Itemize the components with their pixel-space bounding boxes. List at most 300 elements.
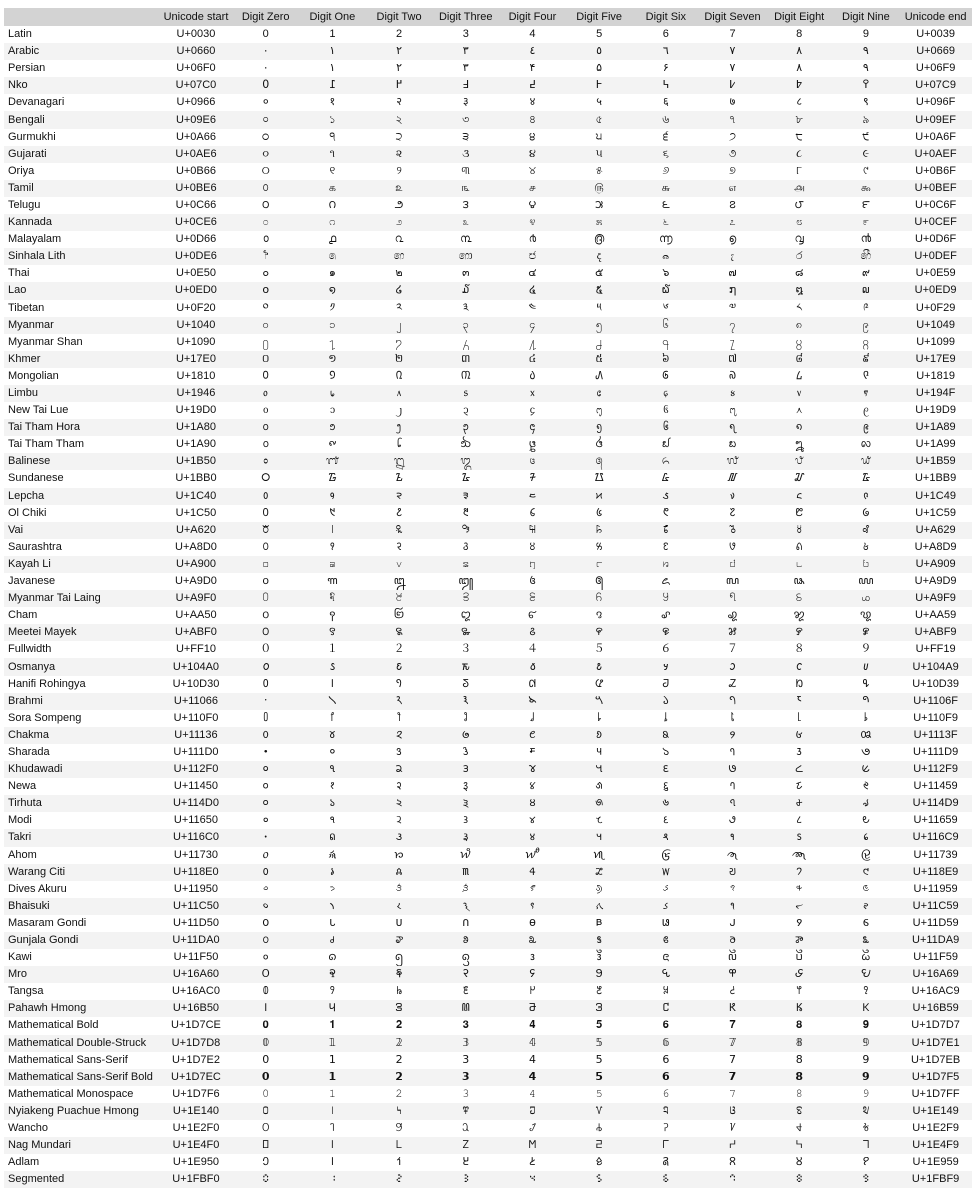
digit-cell: 𞋵 (595, 1122, 603, 1135)
table-row (4, 727, 972, 744)
digit-cell: ᮰ (261, 472, 271, 485)
digit-cell: 𐴸 (795, 677, 804, 690)
digit-cell: 𝟜 (499, 1035, 566, 1052)
digit-cell: ꯵ (566, 624, 633, 641)
unicode-start-cell: U+104A0 (160, 658, 233, 675)
unicode-end-cell: U+0C6F (914, 198, 957, 211)
digit-cell: 𑥒 (393, 882, 405, 895)
digit-cell: ൧ (328, 233, 337, 246)
digit-cell: ꩗ (727, 609, 738, 622)
digit-cell: ๘ (794, 267, 804, 280)
digit-cell: 𑵓 (462, 916, 470, 929)
unicode-end-cell: U+1C59 (915, 506, 956, 519)
digit-cell: 3 (462, 28, 469, 41)
unicode-start-cell: U+11DA0 (160, 932, 233, 949)
table-row (4, 1137, 972, 1154)
digit-cell: 𝟕 (729, 1019, 736, 1032)
digit-cell: ౪ (528, 198, 537, 211)
digit-cell: 𝟙 (299, 1035, 366, 1052)
unicode-start-cell: U+AA50 (175, 609, 217, 622)
digit-cell: ८ (796, 96, 803, 109)
digit-cell: ၈ (766, 317, 833, 334)
digit-cell: ꘩ (833, 522, 900, 539)
script-name-cell: Myanmar Tai Laing (4, 590, 160, 607)
script-name-cell: Lepcha (4, 488, 160, 505)
digit-cell: ᪐ (262, 438, 270, 451)
unicode-start-cell: U+0E50 (175, 267, 216, 280)
table-row (4, 419, 972, 436)
digit-cell: 𝟴 (766, 1069, 833, 1086)
script-name-cell: Nag Mundari (4, 1137, 160, 1154)
digit-cell: 𞓸 (766, 1137, 833, 1154)
digit-cell: ६ (662, 96, 669, 109)
digit-cell: 𝟫 (862, 1053, 870, 1066)
digit-cell: ႔ (528, 335, 537, 348)
digit-cell: 𑛅 (566, 829, 633, 846)
digit-cell: ໙ (833, 282, 900, 299)
unicode-end-cell: U+11959 (913, 882, 958, 895)
digit-cell: ၀ (232, 317, 299, 334)
digit-cell: ୬ (662, 164, 670, 177)
unicode-end-cell: U+1113F (899, 727, 972, 744)
digit-cell: 𑶩 (833, 932, 900, 949)
digit-cell: 𑱒 (366, 898, 433, 915)
unicode-start-cell: U+17E0 (160, 351, 233, 368)
digit-cell: ꘨ (766, 522, 833, 539)
script-name-cell: Gurmukhi (8, 130, 56, 143)
digit-cell: ꩘ (793, 609, 805, 622)
unicode-end-cell: U+0D6F (914, 233, 957, 246)
digit-cell: ୦ (261, 164, 270, 177)
unicode-start-cell: U+1C40 (160, 488, 233, 505)
digit-cell: 𑵗 (729, 916, 736, 929)
unicode-end-cell: U+07C9 (899, 77, 972, 94)
digit-cell: ４ (526, 643, 538, 656)
script-name-cell: Limbu (4, 385, 160, 402)
table-row (4, 368, 972, 385)
digit-cell: ꣙ (863, 540, 869, 553)
digit-cell: 𞋷 (729, 1122, 736, 1135)
unicode-end-cell: U+104A9 (899, 658, 972, 675)
digit-cell: ๙ (861, 267, 870, 280)
unicode-end-cell: U+1B59 (899, 453, 972, 470)
digit-cell: ൬ (659, 233, 673, 246)
digit-cell: 𖫇 (729, 985, 736, 998)
digit-cell: 𑃷 (730, 711, 735, 724)
script-name-cell: Segmented (4, 1171, 160, 1188)
digit-cell: ᥆ (232, 385, 299, 402)
table-row (4, 282, 972, 299)
script-name-cell: Tai Tham Hora (4, 419, 160, 436)
script-name-cell: Mathematical Double-Struck (4, 1035, 160, 1052)
digit-cell: 𑱓 (432, 898, 499, 915)
script-name-cell: Oriya (8, 164, 35, 177)
digit-cell: ൩ (460, 233, 472, 246)
column-header: Unicode start (160, 8, 233, 26)
script-name-cell: Tangsa (8, 985, 44, 998)
unicode-end-cell: U+112F9 (899, 761, 972, 778)
script-name-cell: Nko (4, 77, 160, 94)
digit-cell: 𖭒 (366, 1000, 433, 1017)
script-name-cell: Tirhuta (4, 795, 160, 812)
digit-cell: 𖭑 (299, 1000, 366, 1017)
digit-cell: 𞥖 (662, 1156, 670, 1169)
digit-cell: ៥ (566, 351, 633, 368)
digit-cell: ᥌ (632, 385, 699, 402)
script-name-cell: Newa (8, 780, 37, 793)
digit-cell: ৮ (766, 111, 833, 128)
digit-cell: ๔ (528, 267, 537, 280)
digit-cell: 𑶠 (232, 932, 299, 949)
digit-cell: 𑁯 (833, 693, 900, 710)
digit-cell: ꣐ (262, 540, 269, 553)
digit-cell: 𑵕 (595, 916, 603, 929)
digit-cell: 𑣨 (766, 864, 833, 881)
table-row (4, 111, 972, 128)
script-name-cell: Sinhala Lith (4, 248, 160, 265)
digit-cell: 𑁦 (232, 693, 299, 710)
digit-cell: 𞅇 (699, 1103, 766, 1120)
digit-cell: 𑇒 (396, 745, 402, 758)
digit-cell: 𑙑 (329, 814, 336, 827)
unicode-start-cell: U+0966 (176, 96, 216, 109)
digit-cell: 𑄺 (499, 727, 566, 744)
digit-cell: ᱀ (232, 488, 299, 505)
unicode-end-cell: U+A629 (899, 522, 972, 539)
unicode-end-cell: U+09EF (899, 111, 972, 128)
digit-cell: ꯲ (366, 624, 433, 641)
digit-cell: ٠ (232, 43, 299, 60)
script-name-cell: Pahawh Hmong (4, 1000, 160, 1017)
digit-cell: 𑣠 (232, 864, 299, 881)
digit-cell: 𞥘 (795, 1156, 803, 1169)
digit-cell: ௪ (499, 180, 566, 197)
digit-cell: ൨ (394, 233, 404, 246)
digit-cell: ೬ (632, 214, 699, 231)
table-row (4, 60, 972, 77)
table-row (4, 949, 972, 966)
unicode-end-cell: U+0DEF (899, 248, 972, 265)
digit-cell: ༥ (596, 301, 602, 314)
unicode-end-cell: U+FF19 (915, 643, 956, 656)
digit-cell: 𑃸 (797, 711, 802, 724)
digit-cell: 𑽒 (394, 951, 404, 964)
unicode-start-cell: U+114D0 (160, 795, 233, 812)
digit-cell: ꩕ (595, 609, 603, 622)
digit-cell: 𖩨 (766, 966, 833, 983)
unicode-end-cell: U+1D7EB (910, 1053, 961, 1066)
digit-cell: ౮ (794, 198, 804, 211)
unicode-end-cell: U+1D7D7 (911, 1019, 960, 1032)
digit-cell: 𑛁 (299, 829, 366, 846)
digit-cell: 𝟔 (662, 1019, 669, 1032)
digit-cell: ۶ (662, 62, 669, 75)
digit-cell: 𑑖 (663, 780, 669, 793)
unicode-start-cell: U+1946 (160, 385, 233, 402)
digit-cell: ১ (299, 111, 366, 128)
digit-cell: ९ (863, 96, 869, 109)
unicode-end-cell: U+A909 (899, 556, 972, 573)
table-row (4, 898, 972, 915)
digit-cell: 𐴰 (262, 677, 269, 690)
digit-cell: ႒ (395, 335, 403, 348)
digit-cell: 𑑙 (863, 780, 869, 793)
script-name-cell: Tibetan (8, 301, 45, 314)
digit-cell: ᮴ (529, 472, 536, 485)
table-row (4, 1035, 972, 1052)
digit-cell: ꤉ (833, 556, 900, 573)
unicode-end-cell: U+1D7FF (911, 1087, 960, 1100)
digit-cell: ৬ (632, 111, 699, 128)
digit-cell: 𞥑 (330, 1156, 335, 1169)
digit-cell: ߇ (699, 77, 766, 94)
digit-cell: 𖭓 (432, 1000, 499, 1017)
digit-cell: ꣘ (795, 540, 803, 553)
unicode-start-cell: U+16AC0 (171, 985, 220, 998)
table-row (4, 43, 972, 60)
digit-cell: ༦ (662, 301, 669, 314)
digit-cell: 𝟪 (795, 1053, 803, 1066)
digit-cell: ᠕ (595, 369, 604, 382)
digit-cell: 𐴶 (662, 677, 670, 690)
unicode-start-cell: U+1810 (176, 369, 216, 382)
digit-cell: ᭑ (299, 453, 366, 470)
digit-cell: ᭕ (566, 453, 633, 470)
digit-cell: ୨ (396, 164, 402, 177)
digit-cell: 𑋰 (232, 761, 299, 778)
digit-cell: 𖫃 (462, 985, 469, 998)
digit-cell: 𑣤 (499, 864, 566, 881)
digit-cell: ꧷ (699, 590, 766, 607)
unicode-end-cell: U+0A6F (915, 130, 956, 143)
unicode-start-cell: U+11C50 (160, 898, 233, 915)
digit-cell: ꣗ (729, 540, 736, 553)
digit-cell: 𞥐 (262, 1156, 270, 1169)
digit-cell: ४ (529, 96, 536, 109)
digit-cell: 𑛄 (499, 829, 566, 846)
digit-cell: ꧑ (327, 575, 338, 588)
digit-cell: 𑙘 (796, 814, 802, 827)
digit-cell: 𑋴 (499, 761, 566, 778)
digit-cell: 𝟭 (299, 1069, 366, 1086)
digit-cell: 𞓲 (366, 1137, 433, 1154)
digit-cell: ٢ (366, 43, 433, 60)
digit-cell: 𝟑 (462, 1019, 469, 1032)
digit-cell: ꩔ (527, 609, 538, 622)
digit-cell: ૪ (499, 146, 566, 163)
digit-cell: ၇ (699, 317, 766, 334)
digit-cell: ߄ (499, 77, 566, 94)
digit-cell: 𝟻 (595, 1087, 603, 1100)
table-row (4, 402, 972, 419)
digit-cell: ٣ (432, 43, 499, 60)
digit-cell: 𝟲 (632, 1069, 699, 1086)
digit-cell: ૬ (632, 146, 699, 163)
digit-cell: ໗ (699, 282, 766, 299)
digit-cell: ၅ (566, 317, 633, 334)
digit-cell: ३ (462, 96, 469, 109)
digit-cell: 𝟎 (262, 1019, 269, 1032)
digit-cell: ౧ (328, 198, 337, 211)
digit-cell: ໖ (632, 282, 699, 299)
digit-cell: ૧ (299, 146, 366, 163)
unicode-start-cell: U+118E0 (160, 864, 233, 881)
unicode-end-cell: U+11739 (913, 848, 958, 861)
digit-cell: 𑙔 (529, 814, 536, 827)
digit-cell: 𑱘 (766, 898, 833, 915)
digit-cell: 𑽕 (596, 951, 602, 964)
digit-cell: 𖩡 (299, 966, 366, 983)
table-row (4, 334, 972, 351)
digit-cell: ༤ (528, 301, 537, 314)
digit-cell: ၉ (833, 317, 900, 334)
unicode-end-cell: U+A8D9 (914, 540, 957, 553)
digit-cell: ꧙ (858, 575, 874, 588)
unicode-end-cell: U+06F9 (915, 62, 956, 75)
digit-cell: ᱒ (396, 506, 402, 519)
digit-cell: ꯰ (232, 624, 299, 641)
table-row (4, 300, 972, 317)
digit-cell: 𑃲 (397, 711, 402, 724)
digit-cell: ᪒ (396, 438, 402, 451)
digit-cell: ෦ (232, 248, 299, 265)
digit-cell: ୧ (329, 164, 336, 177)
digit-cell: 𖫀 (262, 985, 269, 998)
script-name-cell: Malayalam (8, 233, 62, 246)
digit-cell: ៤ (499, 351, 566, 368)
digit-cell: ꘤ (499, 522, 566, 539)
digit-cell: 𞋹 (862, 1122, 870, 1135)
digit-cell: ᮶ (662, 472, 670, 485)
unicode-start-cell: U+ABF0 (160, 624, 233, 641)
unicode-end-cell: U+16B59 (899, 1000, 972, 1017)
unicode-start-cell: U+1D7D8 (160, 1035, 233, 1052)
unicode-start-cell: U+11450 (173, 780, 219, 793)
table-row (4, 1000, 972, 1017)
digit-cell: ৯ (833, 111, 900, 128)
digit-cell: ൮ (794, 233, 804, 246)
digit-cell: ៣ (432, 351, 499, 368)
unicode-end-cell: U+0039 (916, 28, 956, 41)
digit-cell: 𝟨 (662, 1053, 670, 1066)
digit-cell: ๐ (262, 267, 270, 280)
digit-cell: 𑓕 (566, 795, 633, 812)
digit-cell: 𖩩 (833, 966, 900, 983)
script-name-cell: Bengali (4, 111, 160, 128)
digit-cell: 𑛆 (632, 829, 699, 846)
table-row (4, 231, 972, 248)
digit-cell: ౬ (661, 198, 670, 211)
table-row (4, 710, 972, 727)
digit-cell: 𑋶 (632, 761, 699, 778)
digit-cell: 𑇘 (796, 745, 802, 758)
digit-cell: 𑶥 (566, 932, 633, 949)
unicode-start-cell: U+1040 (160, 317, 233, 334)
digit-cell: ᱐ (262, 506, 269, 519)
table-row (4, 1086, 972, 1103)
digit-cell: ꘧ (699, 522, 766, 539)
script-name-cell: Kayah Li (4, 556, 160, 573)
column-header: Digit Four (499, 8, 566, 26)
digit-cell: ೦ (232, 214, 299, 231)
digit-cell: ꤁ (299, 556, 366, 573)
digit-cell: 𑽐 (262, 951, 269, 964)
digit-cell: ෮ (766, 248, 833, 265)
digit-cell: 𞋰 (261, 1122, 270, 1135)
digit-cell: ༣ (462, 301, 469, 314)
script-name-cell: Cham (8, 609, 38, 622)
digit-cell: 𝟘 (232, 1035, 299, 1052)
column-header (4, 8, 160, 26)
digit-cell: ٩ (833, 43, 900, 60)
table-row (4, 966, 972, 983)
digit-cell: ੫ (595, 130, 603, 143)
digit-cell: ෩ (432, 248, 499, 265)
digit-cell: ໔ (499, 282, 566, 299)
digit-cell: 𑶧 (699, 932, 766, 949)
digit-cell: 𑃶 (663, 711, 668, 724)
unicode-start-cell: U+1E2F0 (172, 1122, 220, 1135)
script-name-cell: Takri (4, 829, 160, 846)
digit-cell: ꩖ (661, 609, 671, 622)
digit-cell: 𞥓 (462, 1156, 470, 1169)
script-name-cell: Mathematical Monospace (8, 1087, 134, 1100)
table-row (4, 983, 972, 1000)
script-name-cell: Kannada (4, 214, 160, 231)
script-name-cell: Javanese (8, 575, 56, 588)
digit-cell: 𞅅 (566, 1103, 633, 1120)
unicode-end-cell: U+0B6F (915, 164, 956, 177)
digit-cell: 🯷 (699, 1171, 766, 1188)
digit-cell: 𑁬 (632, 693, 699, 710)
digit-cell: 𝟧 (595, 1053, 603, 1066)
digit-cell: ೫ (566, 214, 633, 231)
table-row (4, 915, 972, 932)
digit-cell: ۵ (596, 62, 603, 75)
digit-cell: ੭ (728, 130, 737, 143)
digit-cell: 𝟹 (462, 1087, 470, 1100)
unicode-start-cell: U+A900 (160, 556, 233, 573)
digit-cell: ꤅ (566, 556, 633, 573)
digit-cell: 𝟵 (833, 1069, 900, 1086)
digit-cell: ೭ (699, 214, 766, 231)
digit-cell: 𞥗 (728, 1156, 737, 1169)
digit-cell: 𑋱 (299, 761, 366, 778)
column-header: Digit Three (432, 8, 499, 26)
digit-cell: 𑱙 (833, 898, 900, 915)
unicode-end-cell: U+19D9 (915, 404, 956, 417)
digit-cell: ᧓ (463, 404, 469, 417)
digit-cell: 𐒤 (499, 658, 566, 675)
digit-cell: ᭒ (366, 453, 433, 470)
digit-cell: 𑵑 (329, 916, 336, 929)
digit-cell: ߀ (232, 77, 299, 94)
digit-cell: 7 (729, 28, 736, 41)
digit-cell: ๗ (728, 267, 737, 280)
digit-cell: 𞅈 (766, 1103, 833, 1120)
table-row (4, 214, 972, 231)
digit-cell: 𝟚 (366, 1035, 433, 1052)
column-header: Digit Zero (232, 8, 299, 26)
table-row (4, 795, 972, 812)
digit-cell: 𑇕 (596, 745, 602, 758)
digit-cell: ᪂ (366, 419, 433, 436)
unicode-end-cell: U+114D9 (899, 795, 972, 812)
digit-cell: ໒ (366, 282, 433, 299)
digit-cell: ꧔ (529, 575, 536, 588)
digit-cell: ᭔ (499, 453, 566, 470)
digit-cell: 𑥑 (326, 882, 338, 895)
